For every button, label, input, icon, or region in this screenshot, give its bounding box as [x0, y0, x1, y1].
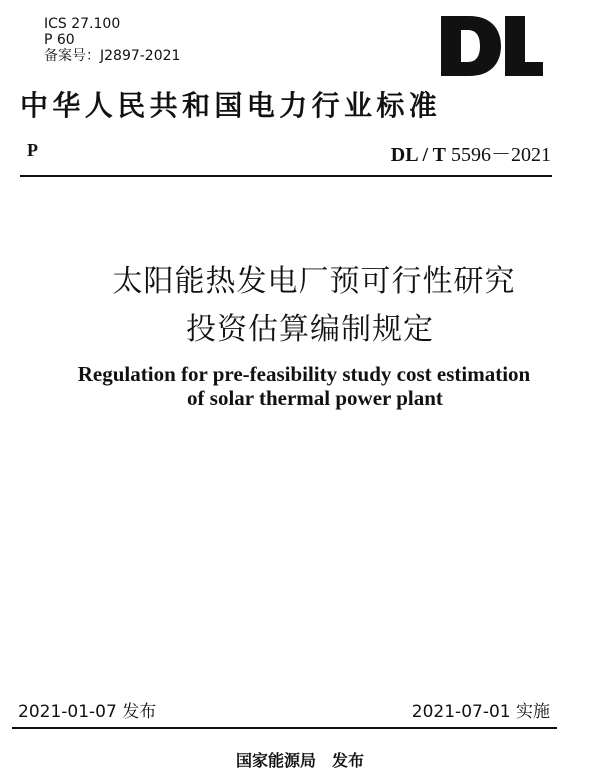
- title-cn-line2: 投资估算编制规定: [186, 312, 434, 347]
- publisher: [0, 748, 600, 771]
- publisher-action: 发布: [332, 751, 365, 770]
- standard-code-prefix: DL / T: [390, 144, 446, 166]
- title-en-line1: Regulation for pre-feasibility study cost estimation: [77, 362, 531, 386]
- header-divider: [20, 175, 552, 177]
- implementation-date: 2021-07-01 实施: [411, 702, 550, 722]
- footer-divider: [12, 727, 557, 729]
- org-title: 中华人民共和国电力行业标准: [20, 89, 442, 122]
- dl-logo-mark: [439, 14, 545, 78]
- standard-code-number: 5596－2021: [451, 144, 551, 166]
- issue-date: 2021-01-07 发布: [18, 702, 157, 722]
- ics-code: ICS 27.100: [44, 16, 121, 32]
- record-number: 备案号：J2897-2021: [44, 48, 181, 64]
- title-cn-line1: 太阳能热发电厂预可行性研究: [112, 264, 516, 299]
- standard-code: [391, 138, 551, 167]
- standard-metadata: [44, 16, 180, 64]
- publisher-name: 国家能源局: [235, 751, 316, 770]
- category-letter: P: [27, 140, 38, 160]
- dl-logo: [439, 14, 545, 78]
- classification-code: P 60: [44, 32, 75, 48]
- title-en-line2: of solar thermal power plant: [187, 386, 443, 410]
